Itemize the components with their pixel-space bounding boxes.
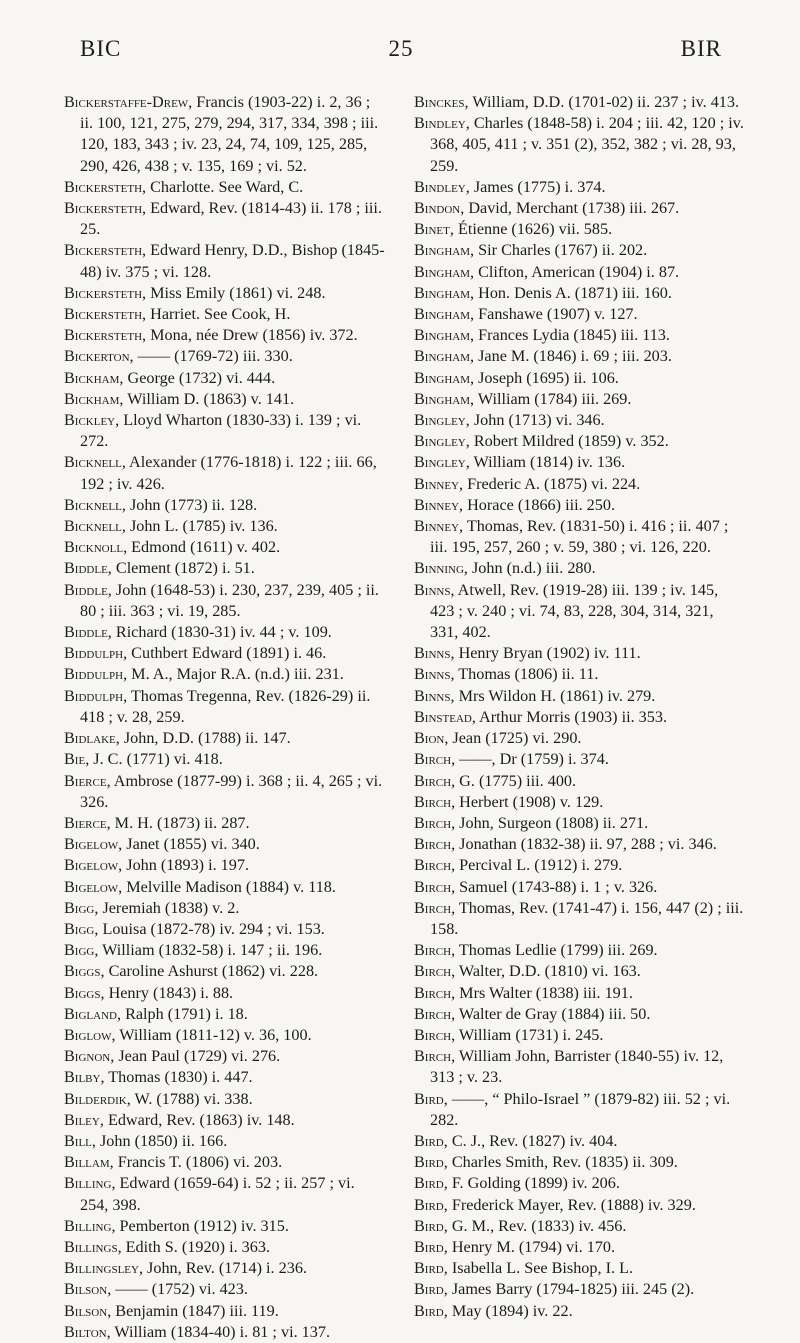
entry-surname: Bigland bbox=[64, 1004, 117, 1023]
index-entry: Bilby, Thomas (1830) i. 447. bbox=[64, 1068, 253, 1087]
entry-surname: Birch bbox=[414, 835, 452, 854]
index-entry: Bingham, Hon. Denis A. (1871) iii. 160. bbox=[414, 283, 672, 302]
index-entry: Bird, Charles Smith, Rev. (1835) ii. 309. bbox=[414, 1153, 678, 1172]
entry-surname: Biddle bbox=[64, 580, 108, 599]
entry-surname: Bird bbox=[414, 1089, 444, 1108]
index-entry: Bigelow, John (1893) i. 197. bbox=[64, 856, 250, 875]
entry-surname: Bingley bbox=[414, 453, 466, 472]
index-entry: Birch, William John, Barrister (1840-55) iv. 12, 313 ; v. 23. bbox=[414, 1047, 724, 1087]
entry-surname: Binet bbox=[414, 220, 450, 239]
index-entry: Bierce, M. H. (1873) ii. 287. bbox=[64, 813, 250, 832]
index-entry: Biddulph, Thomas Tregenna, Rev. (1826-29) ii. 418 ; v. 28, 259. bbox=[64, 686, 371, 726]
index-entry: Birch, Mrs Walter (1838) iii. 191. bbox=[414, 983, 633, 1002]
entry-surname: Binckes bbox=[414, 93, 465, 111]
entry-surname: Bidlake bbox=[64, 729, 116, 748]
entry-surname: Bilson bbox=[64, 1280, 108, 1299]
entry-surname: Bickersteth bbox=[64, 326, 143, 345]
entry-surname: Bicknell bbox=[64, 517, 122, 536]
entry-surname: Bicknell bbox=[64, 495, 122, 514]
index-entry: Bickersteth, Mona, née Drew (1856) iv. 372. bbox=[64, 326, 358, 345]
index-entry: Binns, Atwell, Rev. (1919-28) iii. 139 ; iv. 145, 423 ; v. 240 ; vi. 74, 83, 228, 304, 314, 321, 331, 402. bbox=[414, 580, 719, 642]
index-entry: Bingham, Jane M. (1846) i. 69 ; iii. 203. bbox=[414, 347, 672, 366]
entry-surname: Bindley bbox=[414, 177, 466, 196]
index-entry: Bickersteth, Edward Henry, D.D., Bishop (1845-48) iv. 375 ; vi. 128. bbox=[64, 241, 385, 281]
index-entry: Binney, Thomas, Rev. (1831-50) i. 416 ; ii. 407 ; iii. 195, 257, 260 ; v. 59, 380 ; vi. 126, 220. bbox=[414, 517, 729, 557]
entry-surname: Bird bbox=[414, 1131, 444, 1150]
index-entry: Birch, Thomas, Rev. (1741-47) i. 156, 447 (2) ; iii. 158. bbox=[414, 898, 744, 938]
index-entry: Birch, ——, Dr (1759) i. 374. bbox=[414, 750, 609, 769]
left-column bbox=[64, 92, 386, 1343]
entry-surname: Billam bbox=[64, 1153, 110, 1172]
index-entry: Bird, F. Golding (1899) iv. 206. bbox=[414, 1174, 620, 1193]
index-entry: Bindon, David, Merchant (1738) iii. 267. bbox=[414, 199, 680, 218]
entry-surname: Billing bbox=[64, 1174, 112, 1193]
index-entry: Bigg, William (1832-58) i. 147 ; ii. 196. bbox=[64, 941, 323, 960]
index-entry: Bickerstaffe-Drew, Francis (1903-22) i. 2, 36 ; ii. 100, 121, 275, 279, 294, 317, 334, 398 ; iii. 120, 183, 343 ; iv. 23, 24, 74, 109, 125, 285, 290, 426, 438 ; v. 135, 169 ; vi. 52. bbox=[64, 93, 379, 175]
entry-surname: Bierce bbox=[64, 771, 107, 790]
entry-surname: Billing bbox=[64, 1216, 112, 1235]
entry-surname: Bill bbox=[64, 1131, 92, 1150]
entry-surname: Bird bbox=[414, 1301, 444, 1320]
page-header bbox=[80, 36, 722, 76]
entry-surname: Bilby bbox=[64, 1068, 101, 1087]
entry-surname: Binns bbox=[414, 644, 451, 663]
entry-surname: Bingham bbox=[414, 241, 471, 260]
entry-surname: Biggs bbox=[64, 983, 101, 1002]
index-entry: Bird, James Barry (1794-1825) iii. 245 (2). bbox=[414, 1280, 695, 1299]
entry-surname: Bickersteth bbox=[64, 177, 143, 196]
index-entry: Bidlake, John, D.D. (1788) ii. 147. bbox=[64, 729, 291, 748]
entry-surname: Bickerstaffe-Drew bbox=[64, 93, 189, 111]
entry-surname: Biddle bbox=[64, 623, 108, 642]
entry-surname: Birch bbox=[414, 941, 452, 960]
index-entry: Birch, Walter de Gray (1884) iii. 50. bbox=[414, 1004, 651, 1023]
index-entry: Bickley, Lloyd Wharton (1830-33) i. 139 ; vi. 272. bbox=[64, 411, 362, 451]
entry-surname: Binning bbox=[414, 559, 464, 578]
index-entry: Bickersteth, Harriet. See Cook, H. bbox=[64, 305, 291, 324]
index-entry: Bickerton, —— (1769-72) iii. 330. bbox=[64, 347, 293, 366]
entry-surname: Birch bbox=[414, 983, 452, 1002]
entry-surname: Birch bbox=[414, 856, 452, 875]
index-entry: Bickham, George (1732) vi. 444. bbox=[64, 368, 276, 387]
index-entry: Bilson, —— (1752) vi. 423. bbox=[64, 1280, 248, 1299]
index-entry: Bindley, James (1775) i. 374. bbox=[414, 177, 606, 196]
entry-surname: Billingsley bbox=[64, 1259, 139, 1278]
index-entry: Bicknell, John L. (1785) iv. 136. bbox=[64, 517, 278, 536]
index-entry: Bingham, Sir Charles (1767) ii. 202. bbox=[414, 241, 648, 260]
entry-surname: Billings bbox=[64, 1237, 118, 1256]
entry-surname: Bickersteth bbox=[64, 283, 143, 302]
entry-surname: Birch bbox=[414, 813, 452, 832]
index-entry: Biddle, John (1648-53) i. 230, 237, 239, 405 ; ii. 80 ; iii. 363 ; vi. 19, 285. bbox=[64, 580, 379, 620]
index-entry: Bickersteth, Charlotte. See Ward, C. bbox=[64, 177, 304, 196]
entry-surname: Bickham bbox=[64, 368, 120, 387]
index-entry: Birch, G. (1775) iii. 400. bbox=[414, 771, 577, 790]
entry-surname: Bingley bbox=[414, 432, 466, 451]
entry-surname: Bierce bbox=[64, 813, 107, 832]
index-entry: Bingham, Joseph (1695) ii. 106. bbox=[414, 368, 619, 387]
index-entry: Binet, Étienne (1626) vii. 585. bbox=[414, 220, 613, 239]
entry-surname: Binns bbox=[414, 665, 451, 684]
index-entry: Birch, Samuel (1743-88) i. 1 ; v. 326. bbox=[414, 877, 658, 896]
index-entry: Binns, Mrs Wildon H. (1861) iv. 279. bbox=[414, 686, 656, 705]
entry-surname: Bickersteth bbox=[64, 241, 143, 260]
entry-surname: Bickersteth bbox=[64, 305, 143, 324]
entry-surname: Bingham bbox=[414, 305, 471, 324]
index-entry: Bickersteth, Miss Emily (1861) vi. 248. bbox=[64, 283, 326, 302]
index-entry: Billing, Pemberton (1912) iv. 315. bbox=[64, 1216, 289, 1235]
entry-surname: Bickley bbox=[64, 411, 116, 430]
page-number: 25 bbox=[388, 36, 414, 61]
entry-surname: Bilderdik bbox=[64, 1089, 127, 1108]
entry-surname: Bigelow bbox=[64, 835, 119, 854]
index-entry: Binning, John (n.d.) iii. 280. bbox=[414, 559, 596, 578]
entry-surname: Bird bbox=[414, 1280, 444, 1299]
index-entry: Bird, Isabella L. See Bishop, I. L. bbox=[414, 1259, 634, 1278]
entry-surname: Biley bbox=[64, 1110, 100, 1129]
index-entry: Billing, Edward (1659-64) i. 52 ; ii. 257 ; vi. 254, 398. bbox=[64, 1174, 355, 1214]
entry-surname: Bilton bbox=[64, 1322, 107, 1341]
index-entry: Bird, May (1894) iv. 22. bbox=[414, 1301, 573, 1320]
index-entry: Bigg, Louisa (1872-78) iv. 294 ; vi. 153. bbox=[64, 919, 325, 938]
entry-surname: Bird bbox=[414, 1259, 444, 1278]
index-entry: Bingley, Robert Mildred (1859) v. 352. bbox=[414, 432, 669, 451]
index-entry: Birch, John, Surgeon (1808) ii. 271. bbox=[414, 813, 649, 832]
index-entry: Birch, William (1731) i. 245. bbox=[414, 1025, 604, 1044]
index-entry: Biggs, Henry (1843) i. 88. bbox=[64, 983, 234, 1002]
entry-surname: Bird bbox=[414, 1153, 444, 1172]
index-entry: Biddulph, Cuthbert Edward (1891) i. 46. bbox=[64, 644, 327, 663]
entry-surname: Bird bbox=[414, 1237, 444, 1256]
entry-surname: Birch bbox=[414, 1047, 452, 1066]
index-entry: Biddle, Clement (1872) i. 51. bbox=[64, 559, 255, 578]
entry-surname: Bird bbox=[414, 1174, 444, 1193]
entry-surname: Bickham bbox=[64, 389, 120, 408]
index-entry: Bigelow, Janet (1855) vi. 340. bbox=[64, 835, 260, 854]
index-entry: Bird, ——, “ Philo-Israel ” (1879-82) iii. 52 ; vi. 282. bbox=[414, 1089, 731, 1129]
entry-surname: Bird bbox=[414, 1195, 444, 1214]
index-entry: Bill, John (1850) ii. 166. bbox=[64, 1131, 228, 1150]
entry-surname: Bingley bbox=[414, 411, 466, 430]
entry-surname: Bindley bbox=[414, 114, 466, 133]
entry-surname: Bingham bbox=[414, 283, 471, 302]
index-entry: Bingham, Clifton, American (1904) i. 87. bbox=[414, 262, 680, 281]
entry-surname: Biggs bbox=[64, 962, 101, 981]
header-right-guide-word: BIR bbox=[680, 36, 722, 61]
index-entry: Bie, J. C. (1771) vi. 418. bbox=[64, 750, 223, 769]
entry-surname: Binney bbox=[414, 517, 460, 536]
entry-surname: Bickerton bbox=[64, 347, 130, 366]
index-entry: Binney, Horace (1866) iii. 250. bbox=[414, 495, 616, 514]
index-entry: Binney, Frederic A. (1875) vi. 224. bbox=[414, 474, 641, 493]
entry-surname: Bigelow bbox=[64, 877, 119, 896]
entry-surname: Binstead bbox=[414, 707, 472, 726]
entry-surname: Birch bbox=[414, 750, 452, 769]
index-entry: Biddle, Richard (1830-31) iv. 44 ; v. 109. bbox=[64, 623, 332, 642]
entry-surname: Bigg bbox=[64, 898, 95, 917]
entry-surname: Birch bbox=[414, 792, 452, 811]
index-entry: Billings, Edith S. (1920) i. 363. bbox=[64, 1237, 271, 1256]
index-entry: Biglow, William (1811-12) v. 36, 100. bbox=[64, 1025, 312, 1044]
index-entry: Bicknell, John (1773) ii. 128. bbox=[64, 495, 258, 514]
entry-surname: Birch bbox=[414, 898, 452, 917]
entry-surname: Biddle bbox=[64, 559, 108, 578]
entry-surname: Biddulph bbox=[64, 686, 124, 705]
right-column bbox=[414, 92, 744, 1322]
entry-surname: Biglow bbox=[64, 1025, 112, 1044]
entry-surname: Bindon bbox=[414, 199, 461, 218]
header-left-guide-word: BIC bbox=[80, 36, 122, 61]
index-entry: Bion, Jean (1725) vi. 290. bbox=[414, 729, 582, 748]
entry-surname: Bird bbox=[414, 1216, 444, 1235]
entry-surname: Binney bbox=[414, 474, 460, 493]
index-entry: Birch, Jonathan (1832-38) ii. 97, 288 ; vi. 346. bbox=[414, 835, 717, 854]
index-entry: Bickersteth, Edward, Rev. (1814-43) ii. 178 ; iii. 25. bbox=[64, 199, 382, 239]
entry-surname: Binns bbox=[414, 580, 451, 599]
entry-surname: Birch bbox=[414, 771, 452, 790]
entry-surname: Binns bbox=[414, 686, 451, 705]
entry-surname: Bie bbox=[64, 750, 86, 769]
entry-surname: Binney bbox=[414, 495, 460, 514]
index-entry: Biley, Edward, Rev. (1863) iv. 148. bbox=[64, 1110, 295, 1129]
entry-surname: Bignon bbox=[64, 1047, 111, 1066]
index-entry: Bird, Frederick Mayer, Rev. (1888) iv. 329. bbox=[414, 1195, 696, 1214]
index-entry: Billam, Francis T. (1806) vi. 203. bbox=[64, 1153, 283, 1172]
index-entry: Birch, Percival L. (1912) i. 279. bbox=[414, 856, 623, 875]
index-entry: Biggs, Caroline Ashurst (1862) vi. 228. bbox=[64, 962, 319, 981]
index-entry: Bingley, William (1814) iv. 136. bbox=[414, 453, 626, 472]
index-entry: Birch, Thomas Ledlie (1799) iii. 269. bbox=[414, 941, 658, 960]
index-entry: Birch, Herbert (1908) v. 129. bbox=[414, 792, 604, 811]
index-entry: Binstead, Arthur Morris (1903) ii. 353. bbox=[414, 707, 667, 726]
index-entry: Bird, C. J., Rev. (1827) iv. 404. bbox=[414, 1131, 618, 1150]
entry-surname: Bingham bbox=[414, 368, 471, 387]
entry-surname: Bingham bbox=[414, 347, 471, 366]
entry-surname: Bigg bbox=[64, 941, 95, 960]
index-entry: Bingley, John (1713) vi. 346. bbox=[414, 411, 605, 430]
index-entry: Bilderdik, W. (1788) vi. 338. bbox=[64, 1089, 253, 1108]
index-entry: Bird, G. M., Rev. (1833) iv. 456. bbox=[414, 1216, 627, 1235]
index-entry: Bilson, Benjamin (1847) iii. 119. bbox=[64, 1301, 279, 1320]
index-entry: Billingsley, John, Rev. (1714) i. 236. bbox=[64, 1259, 307, 1278]
entry-surname: Birch bbox=[414, 1004, 452, 1023]
entry-surname: Bicknell bbox=[64, 453, 122, 472]
entry-surname: Bicknoll bbox=[64, 538, 124, 557]
index-entry: Birch, Walter, D.D. (1810) vi. 163. bbox=[414, 962, 641, 981]
entry-surname: Bigg bbox=[64, 919, 95, 938]
entry-surname: Birch bbox=[414, 877, 452, 896]
index-entry: Binns, Henry Bryan (1902) iv. 111. bbox=[414, 644, 641, 663]
index-entry: Binns, Thomas (1806) ii. 11. bbox=[414, 665, 599, 684]
entry-surname: Birch bbox=[414, 962, 452, 981]
entry-surname: Bilson bbox=[64, 1301, 108, 1320]
index-entry: Bingham, Frances Lydia (1845) iii. 113. bbox=[414, 326, 670, 345]
index-entry: Bigelow, Melville Madison (1884) v. 118. bbox=[64, 877, 336, 896]
index-entry: Bingham, Fanshawe (1907) v. 127. bbox=[414, 305, 638, 324]
index-entry: Bickham, William D. (1863) v. 141. bbox=[64, 389, 295, 408]
index-entry: Bicknell, Alexander (1776-1818) i. 122 ; iii. 66, 192 ; iv. 426. bbox=[64, 453, 377, 493]
index-entry: Binckes, William, D.D. (1701-02) ii. 237 ; iv. 413. bbox=[414, 93, 740, 111]
index-entry: Bigg, Jeremiah (1838) v. 2. bbox=[64, 898, 240, 917]
index-entry: Bierce, Ambrose (1877-99) i. 368 ; ii. 4, 265 ; vi. 326. bbox=[64, 771, 383, 811]
index-entry: Bigland, Ralph (1791) i. 18. bbox=[64, 1004, 248, 1023]
index-entry: Bingham, William (1784) iii. 269. bbox=[414, 389, 632, 408]
entry-surname: Bigelow bbox=[64, 856, 119, 875]
entry-surname: Biddulph bbox=[64, 644, 124, 663]
index-entry: Bilton, William (1834-40) i. 81 ; vi. 137. bbox=[64, 1322, 330, 1341]
entry-surname: Biddulph bbox=[64, 665, 124, 684]
entry-surname: Bingham bbox=[414, 326, 471, 345]
entry-surname: Birch bbox=[414, 1025, 452, 1044]
index-entry: Bicknoll, Edmond (1611) v. 402. bbox=[64, 538, 281, 557]
index-entry: Biddulph, M. A., Major R.A. (n.d.) iii. 231. bbox=[64, 665, 344, 684]
entry-surname: Bingham bbox=[414, 262, 471, 281]
index-entry: Bird, Henry M. (1794) vi. 170. bbox=[414, 1237, 616, 1256]
entry-surname: Bickersteth bbox=[64, 199, 143, 218]
index-entry: Bindley, Charles (1848-58) i. 204 ; iii. 42, 120 ; iv. 368, 405, 411 ; v. 351 (2), 352, 382 ; vi. 28, 93, 259. bbox=[414, 114, 744, 175]
index-entry: Bignon, Jean Paul (1729) vi. 276. bbox=[64, 1047, 281, 1066]
entry-surname: Bion bbox=[414, 729, 445, 748]
entry-surname: Bingham bbox=[414, 389, 471, 408]
